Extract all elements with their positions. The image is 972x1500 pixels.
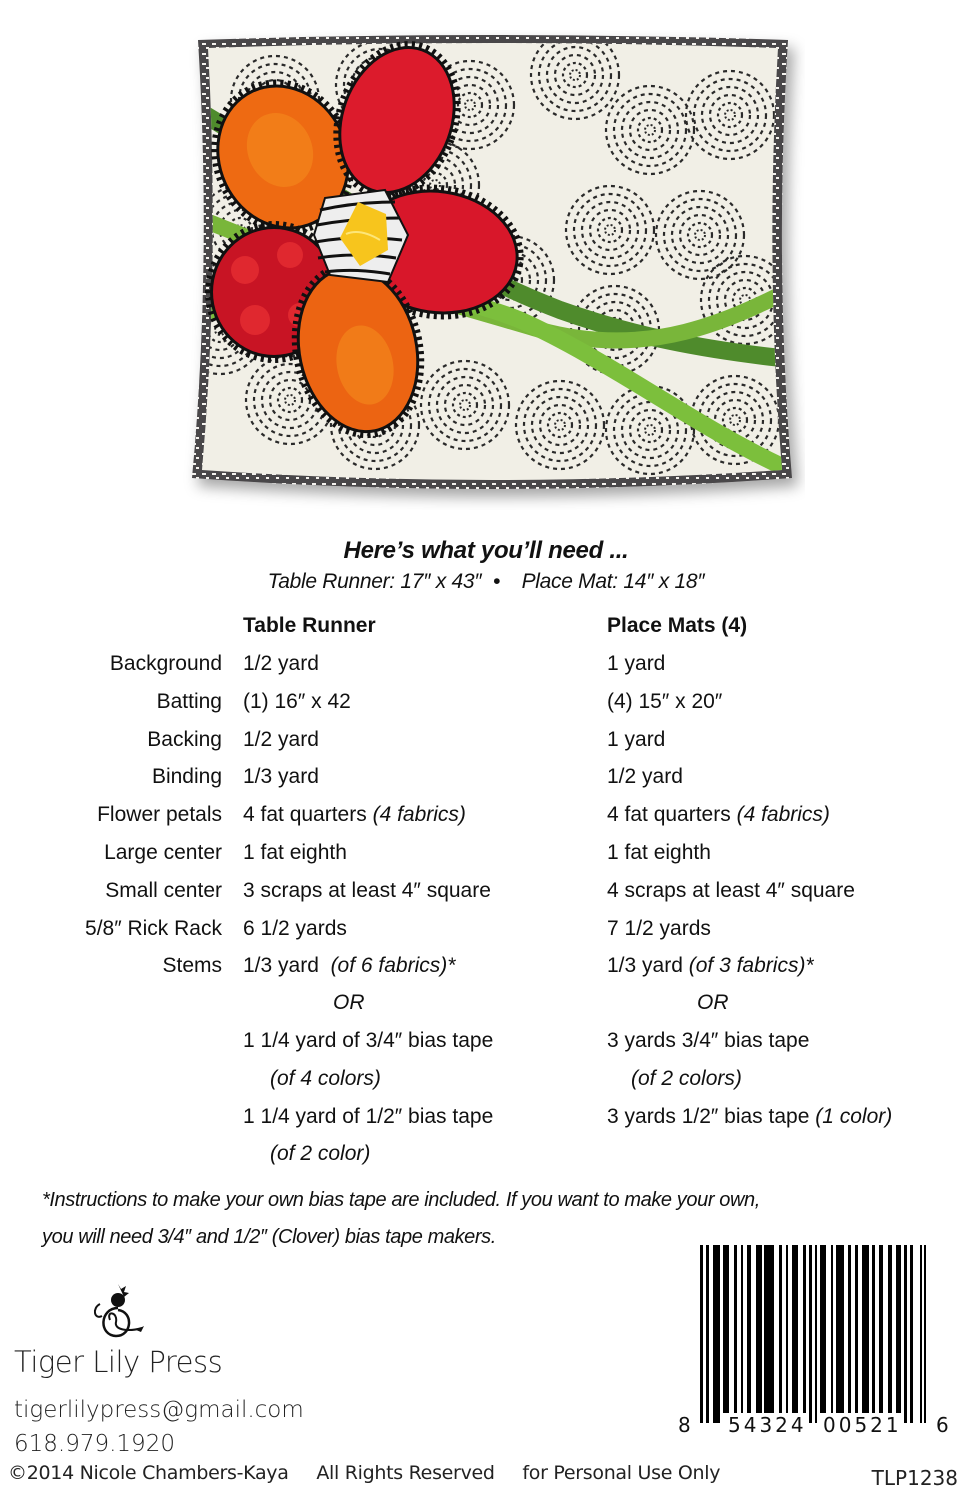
table-row xyxy=(0,954,972,984)
runner-amount: 1 1/4 yard of 3/4″ bias tape xyxy=(243,1029,494,1052)
mat-amount: 1 yard xyxy=(607,652,666,675)
publisher-name: Tiger Lily Press xyxy=(14,1345,223,1379)
runner-amount: 1/3 yard xyxy=(243,765,319,788)
rights-reserved: All Rights Reserved xyxy=(316,1462,495,1484)
runner-amount: 1/2 yard xyxy=(243,728,319,751)
finished-sizes xyxy=(0,570,972,594)
mat-amount: (4) 15″ x 20″ xyxy=(607,690,723,713)
row-label: Backing xyxy=(147,728,222,751)
mat-amount: 1 yard xyxy=(607,728,666,751)
table-row xyxy=(0,917,972,947)
table-row xyxy=(0,879,972,909)
publisher-phone: 618.979.1920 xyxy=(14,1431,175,1457)
column-header-table-runner: Table Runner xyxy=(243,614,376,637)
section-title: Here’s what you’ll need ... xyxy=(343,537,629,564)
runner-amount: 1/2 yard xyxy=(243,652,319,675)
table-row xyxy=(0,841,972,871)
copyright-line xyxy=(8,1462,742,1484)
tiger-lily-press-logo-icon xyxy=(88,1280,146,1342)
mat-amount: 4 scraps at least 4″ square xyxy=(607,879,855,902)
row-label: Background xyxy=(109,652,222,675)
table-row xyxy=(0,1029,972,1059)
row-label: Large center xyxy=(104,841,222,864)
table-row xyxy=(0,690,972,720)
footnote-line-1: *Instructions to make your own bias tape are included. If you want to make your own, xyxy=(42,1189,760,1211)
mat-amount: 7 1/2 yards xyxy=(607,917,711,940)
or-label: OR xyxy=(697,991,729,1014)
runner-size: Table Runner: 17″ x 43″ xyxy=(267,570,482,593)
row-label: Binding xyxy=(151,765,222,788)
runner-amount: 4 fat quarters (4 fabrics) xyxy=(243,803,466,826)
mat-size: Place Mat: 14″ x 18″ xyxy=(521,570,705,593)
runner-amount: 3 scraps at least 4″ square xyxy=(243,879,491,902)
mat-amount: 3 yards 1/2″ bias tape (1 color) xyxy=(607,1105,893,1128)
runner-amount: 1/3 yard (of 6 fabrics)* xyxy=(243,954,456,977)
or-row xyxy=(0,991,972,1021)
publisher-info xyxy=(14,1345,304,1457)
quilt-product-photo xyxy=(180,30,805,510)
mat-amount: 4 fat quarters (4 fabrics) xyxy=(607,803,830,826)
bullet-separator: • xyxy=(492,570,501,593)
or-label: OR xyxy=(333,991,365,1014)
runner-amount: 1 fat eighth xyxy=(243,841,347,864)
table-row xyxy=(0,1142,972,1172)
row-label: Flower petals xyxy=(97,803,222,826)
mat-amount: 1/2 yard xyxy=(607,765,683,788)
table-row xyxy=(0,728,972,758)
table-row xyxy=(0,765,972,795)
publisher-email[interactable]: tigerlilypress@gmail.com xyxy=(14,1397,304,1423)
runner-note: (of 2 color) xyxy=(270,1142,371,1165)
upc-barcode: 8 54324 00521 6 xyxy=(668,1245,958,1440)
runner-note: (of 4 colors) xyxy=(270,1067,381,1090)
table-row xyxy=(0,803,972,833)
table-row xyxy=(0,652,972,682)
mat-amount: 3 yards 3/4″ bias tape xyxy=(607,1029,810,1052)
runner-amount: (1) 16″ x 42 xyxy=(243,690,351,713)
row-label: Batting xyxy=(156,690,222,713)
personal-use: for Personal Use Only xyxy=(522,1462,721,1484)
footnote-line-2: you will need 3/4″ and 1/2″ (Clover) bias tape makers. xyxy=(42,1226,496,1248)
runner-amount: 6 1/2 yards xyxy=(243,917,347,940)
mat-note: (of 2 colors) xyxy=(631,1067,742,1090)
runner-amount: 1 1/4 yard of 1/2″ bias tape xyxy=(243,1105,494,1128)
row-label: 5/8″ Rick Rack xyxy=(85,917,222,940)
mat-amount: 1 fat eighth xyxy=(607,841,711,864)
table-row xyxy=(0,1067,972,1097)
mat-amount: 1/3 yard (of 3 fabrics)* xyxy=(607,954,814,977)
column-header-place-mats: Place Mats (4) xyxy=(607,614,748,637)
table-row xyxy=(0,1105,972,1135)
product-sku: TLP1238 xyxy=(871,1466,958,1490)
row-label: Stems xyxy=(162,954,222,977)
copyright-owner: ©2014 Nicole Chambers-Kaya xyxy=(8,1462,289,1484)
row-label: Small center xyxy=(105,879,222,902)
